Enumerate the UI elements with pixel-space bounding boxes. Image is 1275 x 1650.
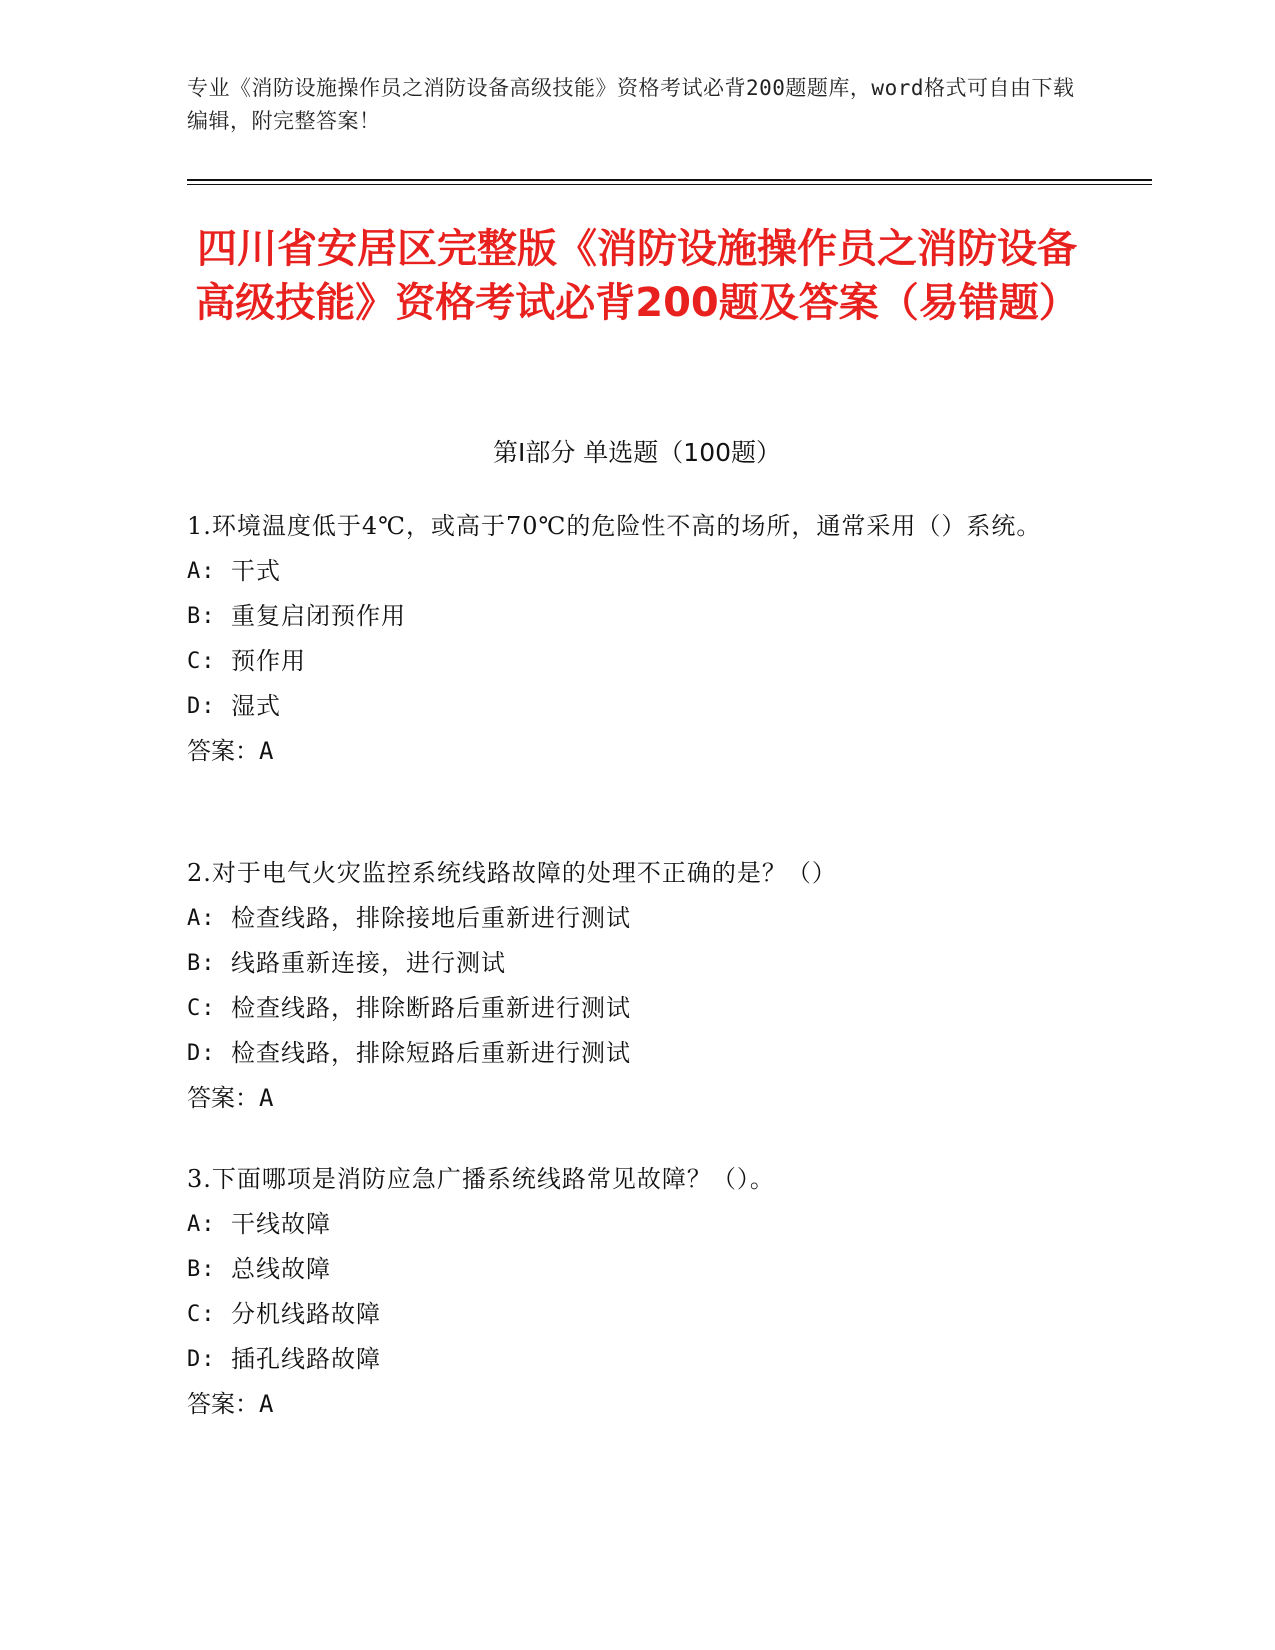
option-text: 检查线路，排除短路后重新进行测试 [231, 1039, 631, 1067]
option-letter: D: [187, 1347, 216, 1372]
header-rule-thin [187, 184, 1152, 185]
option-a [187, 1202, 1087, 1247]
option-d [187, 1031, 1087, 1076]
answer-label: 答案： [187, 1390, 259, 1418]
option-letter: A: [187, 906, 216, 931]
header-rule-thick [187, 179, 1152, 181]
section-title: 第I部分 单选题（100题） [492, 438, 782, 467]
option-text: 检查线路，排除断路后重新进行测试 [231, 994, 631, 1022]
option-text: 检查线路，排除接地后重新进行测试 [231, 904, 631, 932]
answer-value: A [259, 1390, 274, 1418]
question-text: 2.对于电气火灾监控系统线路故障的处理不正确的是？（） [187, 859, 837, 887]
option-text: 插孔线路故障 [231, 1345, 381, 1373]
answer-value: A [259, 1084, 274, 1112]
option-letter: C: [187, 996, 216, 1021]
option-letter: B: [187, 604, 216, 629]
header-note: 专业《消防设施操作员之消防设备高级技能》资格考试必背200题题库，word格式可自由下载编辑，附完整答案！ [187, 76, 1075, 133]
answer-line [187, 1076, 1087, 1121]
option-letter: A: [187, 1212, 216, 1237]
option-letter: B: [187, 1257, 216, 1282]
option-b [187, 941, 1087, 986]
option-letter: D: [187, 1041, 216, 1066]
option-c [187, 1292, 1087, 1337]
option-text: 分机线路故障 [231, 1300, 381, 1328]
question-1 [187, 504, 1087, 774]
answer-line [187, 729, 1087, 774]
answer-label: 答案： [187, 737, 259, 765]
answer-line [187, 1382, 1087, 1427]
answer-value: A [259, 737, 274, 765]
option-text: 湿式 [231, 692, 281, 720]
option-text: 预作用 [231, 647, 306, 675]
option-c [187, 986, 1087, 1031]
option-b [187, 1247, 1087, 1292]
question-text: 1.环境温度低于4℃，或高于70℃的危险性不高的场所，通常采用（）系统。 [187, 512, 1042, 540]
option-text: 总线故障 [231, 1255, 331, 1283]
option-text: 干式 [231, 557, 281, 585]
option-letter: B: [187, 951, 216, 976]
option-c [187, 639, 1087, 684]
option-d [187, 1337, 1087, 1382]
option-letter: D: [187, 694, 216, 719]
option-a [187, 896, 1087, 941]
option-text: 重复启闭预作用 [231, 602, 406, 630]
option-b [187, 594, 1087, 639]
option-letter: C: [187, 1302, 216, 1327]
question-3 [187, 1157, 1087, 1427]
option-text: 线路重新连接，进行测试 [231, 949, 506, 977]
document-title: 四川省安居区完整版《消防设施操作员之消防设备高级技能》资格考试必背200题及答案（易错题） [195, 226, 1079, 326]
question-2 [187, 851, 1087, 1121]
option-letter: C: [187, 649, 216, 674]
option-a [187, 549, 1087, 594]
option-text: 干线故障 [231, 1210, 331, 1238]
answer-label: 答案： [187, 1084, 259, 1112]
option-d [187, 684, 1087, 729]
option-letter: A: [187, 559, 216, 584]
question-text: 3.下面哪项是消防应急广播系统线路常见故障？（）。 [187, 1165, 775, 1193]
